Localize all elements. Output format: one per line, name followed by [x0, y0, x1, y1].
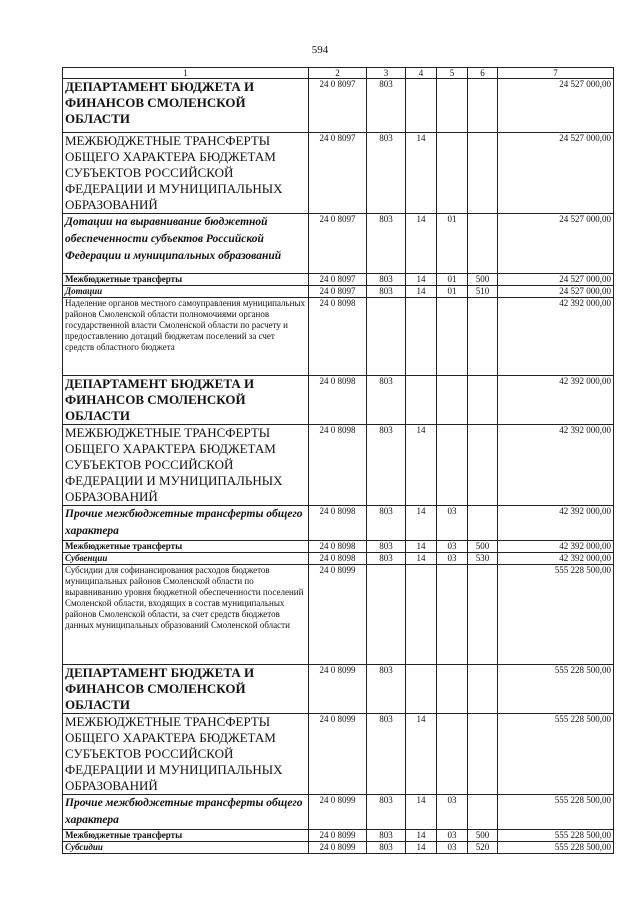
table-row: [63, 795, 614, 830]
target-article-code: 24 0 8097: [309, 274, 367, 286]
ministry-code: 803: [367, 714, 406, 795]
amount: 555 228 500,00: [498, 565, 614, 665]
ministry-code: 803: [367, 274, 406, 286]
amount: 42 392 000,00: [498, 541, 614, 553]
row-name: МЕЖБЮДЖЕТНЫЕ ТРАНСФЕРТЫ ОБЩЕГО ХАРАКТЕРА БЮДЖЕТАМ СУБЪЕКТОВ РОССИЙСКОЙ ФЕДЕРАЦИИ И МУНИЦИПАЛЬНЫХ ОБРАЗОВАНИЙ: [63, 425, 309, 506]
target-article-code: 24 0 8099: [309, 795, 367, 830]
expense-type-code: 500: [468, 541, 498, 553]
ministry-code: [367, 298, 406, 376]
row-name: ДЕПАРТАМЕНТ БЮДЖЕТА И ФИНАНСОВ СМОЛЕНСКОЙ ОБЛАСТИ: [63, 665, 309, 714]
target-article-code: 24 0 8098: [309, 506, 367, 541]
subsection-code: [437, 714, 468, 795]
subsection-code: [437, 665, 468, 714]
row-name: Межбюджетные трансферты: [63, 830, 309, 842]
amount: 555 228 500,00: [498, 665, 614, 714]
expense-type-code: [468, 214, 498, 274]
expense-type-code: [468, 425, 498, 506]
section-code: [406, 665, 437, 714]
table-row: [63, 541, 614, 553]
table-row: [63, 298, 614, 376]
ministry-code: 803: [367, 425, 406, 506]
section-code: [406, 565, 437, 665]
row-name: Межбюджетные трансферты: [63, 274, 309, 286]
amount: 42 392 000,00: [498, 553, 614, 565]
table-row: [63, 214, 614, 274]
row-name: ДЕПАРТАМЕНТ БЮДЖЕТА И ФИНАНСОВ СМОЛЕНСКОЙ ОБЛАСТИ: [63, 79, 309, 133]
row-name: Межбюджетные трансферты: [63, 541, 309, 553]
section-code: 14: [406, 274, 437, 286]
target-article-code: 24 0 8097: [309, 133, 367, 214]
amount: 24 527 000,00: [498, 133, 614, 214]
table-row: [63, 274, 614, 286]
target-article-code: 24 0 8099: [309, 665, 367, 714]
expense-type-code: 500: [468, 274, 498, 286]
row-name: МЕЖБЮДЖЕТНЫЕ ТРАНСФЕРТЫ ОБЩЕГО ХАРАКТЕРА БЮДЖЕТАМ СУБЪЕКТОВ РОССИЙСКОЙ ФЕДЕРАЦИИ И МУНИЦИПАЛЬНЫХ ОБРАЗОВАНИЙ: [63, 714, 309, 795]
amount: 42 392 000,00: [498, 506, 614, 541]
section-code: 14: [406, 795, 437, 830]
column-number: 3: [367, 68, 406, 79]
ministry-code: 803: [367, 795, 406, 830]
expense-type-code: 510: [468, 286, 498, 298]
expense-type-code: 500: [468, 830, 498, 842]
subsection-code: 03: [437, 541, 468, 553]
table-row: [63, 376, 614, 425]
amount: 24 527 000,00: [498, 79, 614, 133]
amount: 555 228 500,00: [498, 842, 614, 854]
budget-table: [62, 67, 614, 854]
row-name: Субсидии: [63, 842, 309, 854]
amount: 555 228 500,00: [498, 830, 614, 842]
expense-type-code: 530: [468, 553, 498, 565]
section-code: 14: [406, 425, 437, 506]
amount: 24 527 000,00: [498, 286, 614, 298]
expense-type-code: [468, 298, 498, 376]
column-number: 5: [437, 68, 468, 79]
row-name: Прочие межбюджетные трансферты общего характера: [63, 506, 309, 541]
expense-type-code: [468, 665, 498, 714]
amount: 42 392 000,00: [498, 425, 614, 506]
subsection-code: [437, 79, 468, 133]
subsection-code: [437, 376, 468, 425]
target-article-code: 24 0 8098: [309, 376, 367, 425]
section-code: 14: [406, 541, 437, 553]
table-row: [63, 665, 614, 714]
row-name: ДЕПАРТАМЕНТ БЮДЖЕТА И ФИНАНСОВ СМОЛЕНСКОЙ ОБЛАСТИ: [63, 376, 309, 425]
table-row: [63, 506, 614, 541]
expense-type-code: [468, 376, 498, 425]
table-row: [63, 133, 614, 214]
target-article-code: 24 0 8097: [309, 79, 367, 133]
ministry-code: 803: [367, 133, 406, 214]
subsection-code: 03: [437, 553, 468, 565]
ministry-code: 803: [367, 665, 406, 714]
table-row: [63, 286, 614, 298]
column-number: 1: [63, 68, 309, 79]
column-number: 7: [498, 68, 614, 79]
section-code: [406, 79, 437, 133]
table-row: [63, 79, 614, 133]
section-code: 14: [406, 553, 437, 565]
row-name: МЕЖБЮДЖЕТНЫЕ ТРАНСФЕРТЫ ОБЩЕГО ХАРАКТЕРА БЮДЖЕТАМ СУБЪЕКТОВ РОССИЙСКОЙ ФЕДЕРАЦИИ И МУНИЦИПАЛЬНЫХ ОБРАЗОВАНИЙ: [63, 133, 309, 214]
amount: 24 527 000,00: [498, 274, 614, 286]
ministry-code: 803: [367, 541, 406, 553]
ministry-code: 803: [367, 506, 406, 541]
expense-type-code: [468, 79, 498, 133]
column-number-row: [63, 68, 614, 79]
column-number: 6: [468, 68, 498, 79]
ministry-code: 803: [367, 842, 406, 854]
ministry-code: 803: [367, 376, 406, 425]
ministry-code: 803: [367, 79, 406, 133]
target-article-code: 24 0 8098: [309, 553, 367, 565]
table-row: [63, 565, 614, 665]
amount: 555 228 500,00: [498, 795, 614, 830]
target-article-code: 24 0 8099: [309, 842, 367, 854]
row-name: Прочие межбюджетные трансферты общего характера: [63, 795, 309, 830]
subsection-code: 03: [437, 506, 468, 541]
section-code: 14: [406, 714, 437, 795]
section-code: 14: [406, 214, 437, 274]
expense-type-code: [468, 795, 498, 830]
amount: 42 392 000,00: [498, 376, 614, 425]
expense-type-code: 520: [468, 842, 498, 854]
target-article-code: 24 0 8098: [309, 298, 367, 376]
amount: 555 228 500,00: [498, 714, 614, 795]
page-number: 594: [311, 44, 329, 56]
subsection-code: 01: [437, 214, 468, 274]
target-article-code: 24 0 8099: [309, 830, 367, 842]
section-code: [406, 298, 437, 376]
table-row: [63, 842, 614, 854]
subsection-code: 03: [437, 830, 468, 842]
subsection-code: [437, 425, 468, 506]
expense-type-code: [468, 506, 498, 541]
subsection-code: 03: [437, 842, 468, 854]
row-name: Дотации на выравнивание бюджетной обеспеченности субъектов Российской Федерации и муниципальных образований: [63, 214, 309, 274]
subsection-code: [437, 133, 468, 214]
expense-type-code: [468, 565, 498, 665]
target-article-code: 24 0 8097: [309, 214, 367, 274]
target-article-code: 24 0 8098: [309, 541, 367, 553]
ministry-code: 803: [367, 214, 406, 274]
column-number: 2: [309, 68, 367, 79]
expense-type-code: [468, 714, 498, 795]
table-row: [63, 830, 614, 842]
row-name: Субвенции: [63, 553, 309, 565]
row-name: Наделение органов местного самоуправления муниципальных районов Смоленской области полномочиями органов государственной власти Смоленской области по расчету и предоставлению дотаций бюджетам поселений за счет средств областного бюджета: [63, 298, 309, 376]
amount: 24 527 000,00: [498, 214, 614, 274]
subsection-code: [437, 298, 468, 376]
section-code: 14: [406, 286, 437, 298]
subsection-code: [437, 565, 468, 665]
table-row: [63, 714, 614, 795]
section-code: 14: [406, 830, 437, 842]
subsection-code: 03: [437, 795, 468, 830]
section-code: 14: [406, 133, 437, 214]
subsection-code: 01: [437, 274, 468, 286]
expense-type-code: [468, 133, 498, 214]
target-article-code: 24 0 8097: [309, 286, 367, 298]
column-number: 4: [406, 68, 437, 79]
section-code: [406, 376, 437, 425]
row-name: Дотации: [63, 286, 309, 298]
section-code: 14: [406, 842, 437, 854]
table-row: [63, 553, 614, 565]
target-article-code: 24 0 8099: [309, 714, 367, 795]
target-article-code: 24 0 8099: [309, 565, 367, 665]
subsection-code: 01: [437, 286, 468, 298]
table-body: [63, 68, 614, 854]
table-row: [63, 425, 614, 506]
section-code: 14: [406, 506, 437, 541]
ministry-code: 803: [367, 286, 406, 298]
ministry-code: [367, 565, 406, 665]
ministry-code: 803: [367, 553, 406, 565]
row-name: Субсидии для софинансирования расходов бюджетов муниципальных районов Смоленской области по выравниванию уровня бюджетной обеспеченности поселений Смоленской области, входящих в состав муниципальных районов Смоленской области, за счет средств бюджетов данных муниципальных образований Смоленской области: [63, 565, 309, 665]
ministry-code: 803: [367, 830, 406, 842]
amount: 42 392 000,00: [498, 298, 614, 376]
target-article-code: 24 0 8098: [309, 425, 367, 506]
